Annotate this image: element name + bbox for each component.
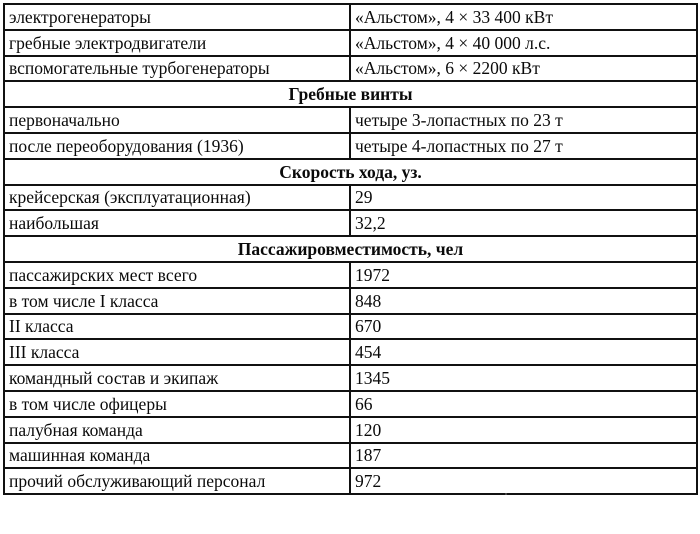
table-body xyxy=(4,4,697,494)
table-row xyxy=(4,468,697,494)
table-row xyxy=(4,133,697,159)
row-label: после переоборудования (1936) xyxy=(4,133,350,159)
row-label: наибольшая xyxy=(4,210,350,236)
table-row xyxy=(4,210,697,236)
table-row xyxy=(4,56,697,82)
section-title-propellers: Гребные винты xyxy=(4,81,697,107)
section-title-speed: Скорость хода, уз. xyxy=(4,159,697,185)
row-value: 29 xyxy=(350,185,697,211)
row-label: II класса xyxy=(4,314,350,340)
row-value: 848 xyxy=(350,288,697,314)
row-label: III класса xyxy=(4,339,350,365)
table-row xyxy=(4,4,697,30)
table-row xyxy=(4,417,697,443)
table-row xyxy=(4,391,697,417)
table-row xyxy=(4,288,697,314)
row-value: 670 xyxy=(350,314,697,340)
row-value: 187 xyxy=(350,443,697,469)
table-row xyxy=(4,30,697,56)
section-header-row xyxy=(4,81,697,107)
row-value: 1972 xyxy=(350,262,697,288)
table-row xyxy=(4,262,697,288)
row-label: пассажирских мест всего xyxy=(4,262,350,288)
table-row xyxy=(4,107,697,133)
row-label: электрогенераторы xyxy=(4,4,350,30)
table-row xyxy=(4,339,697,365)
row-label: в том числе офицеры xyxy=(4,391,350,417)
scan-speck xyxy=(505,493,507,495)
row-label: крейсерская (эксплуатационная) xyxy=(4,185,350,211)
section-header-row xyxy=(4,159,697,185)
row-value: «Альстом», 4 × 40 000 л.с. xyxy=(350,30,697,56)
specifications-table xyxy=(3,3,698,495)
row-value: 32,2 xyxy=(350,210,697,236)
table-row xyxy=(4,314,697,340)
row-value: четыре 4-лопастных по 27 т xyxy=(350,133,697,159)
row-value: четыре 3-лопастных по 23 т xyxy=(350,107,697,133)
row-label: в том числе I класса xyxy=(4,288,350,314)
row-value: «Альстом», 6 × 2200 кВт xyxy=(350,56,697,82)
row-label: прочий обслуживающий персонал xyxy=(4,468,350,494)
row-label: машинная команда xyxy=(4,443,350,469)
row-value: 454 xyxy=(350,339,697,365)
row-value: 120 xyxy=(350,417,697,443)
table-row xyxy=(4,365,697,391)
row-label: палубная команда xyxy=(4,417,350,443)
row-value: 66 xyxy=(350,391,697,417)
row-label: гребные электродвигатели xyxy=(4,30,350,56)
section-header-row xyxy=(4,236,697,262)
table-row xyxy=(4,443,697,469)
row-label: командный состав и экипаж xyxy=(4,365,350,391)
table-row xyxy=(4,185,697,211)
row-value: 972 xyxy=(350,468,697,494)
row-value: 1345 xyxy=(350,365,697,391)
row-label: вспомогательные турбогенераторы xyxy=(4,56,350,82)
row-value: «Альстом», 4 × 33 400 кВт xyxy=(350,4,697,30)
section-title-passengers: Пассажировместимость, чел xyxy=(4,236,697,262)
row-label: первоначально xyxy=(4,107,350,133)
